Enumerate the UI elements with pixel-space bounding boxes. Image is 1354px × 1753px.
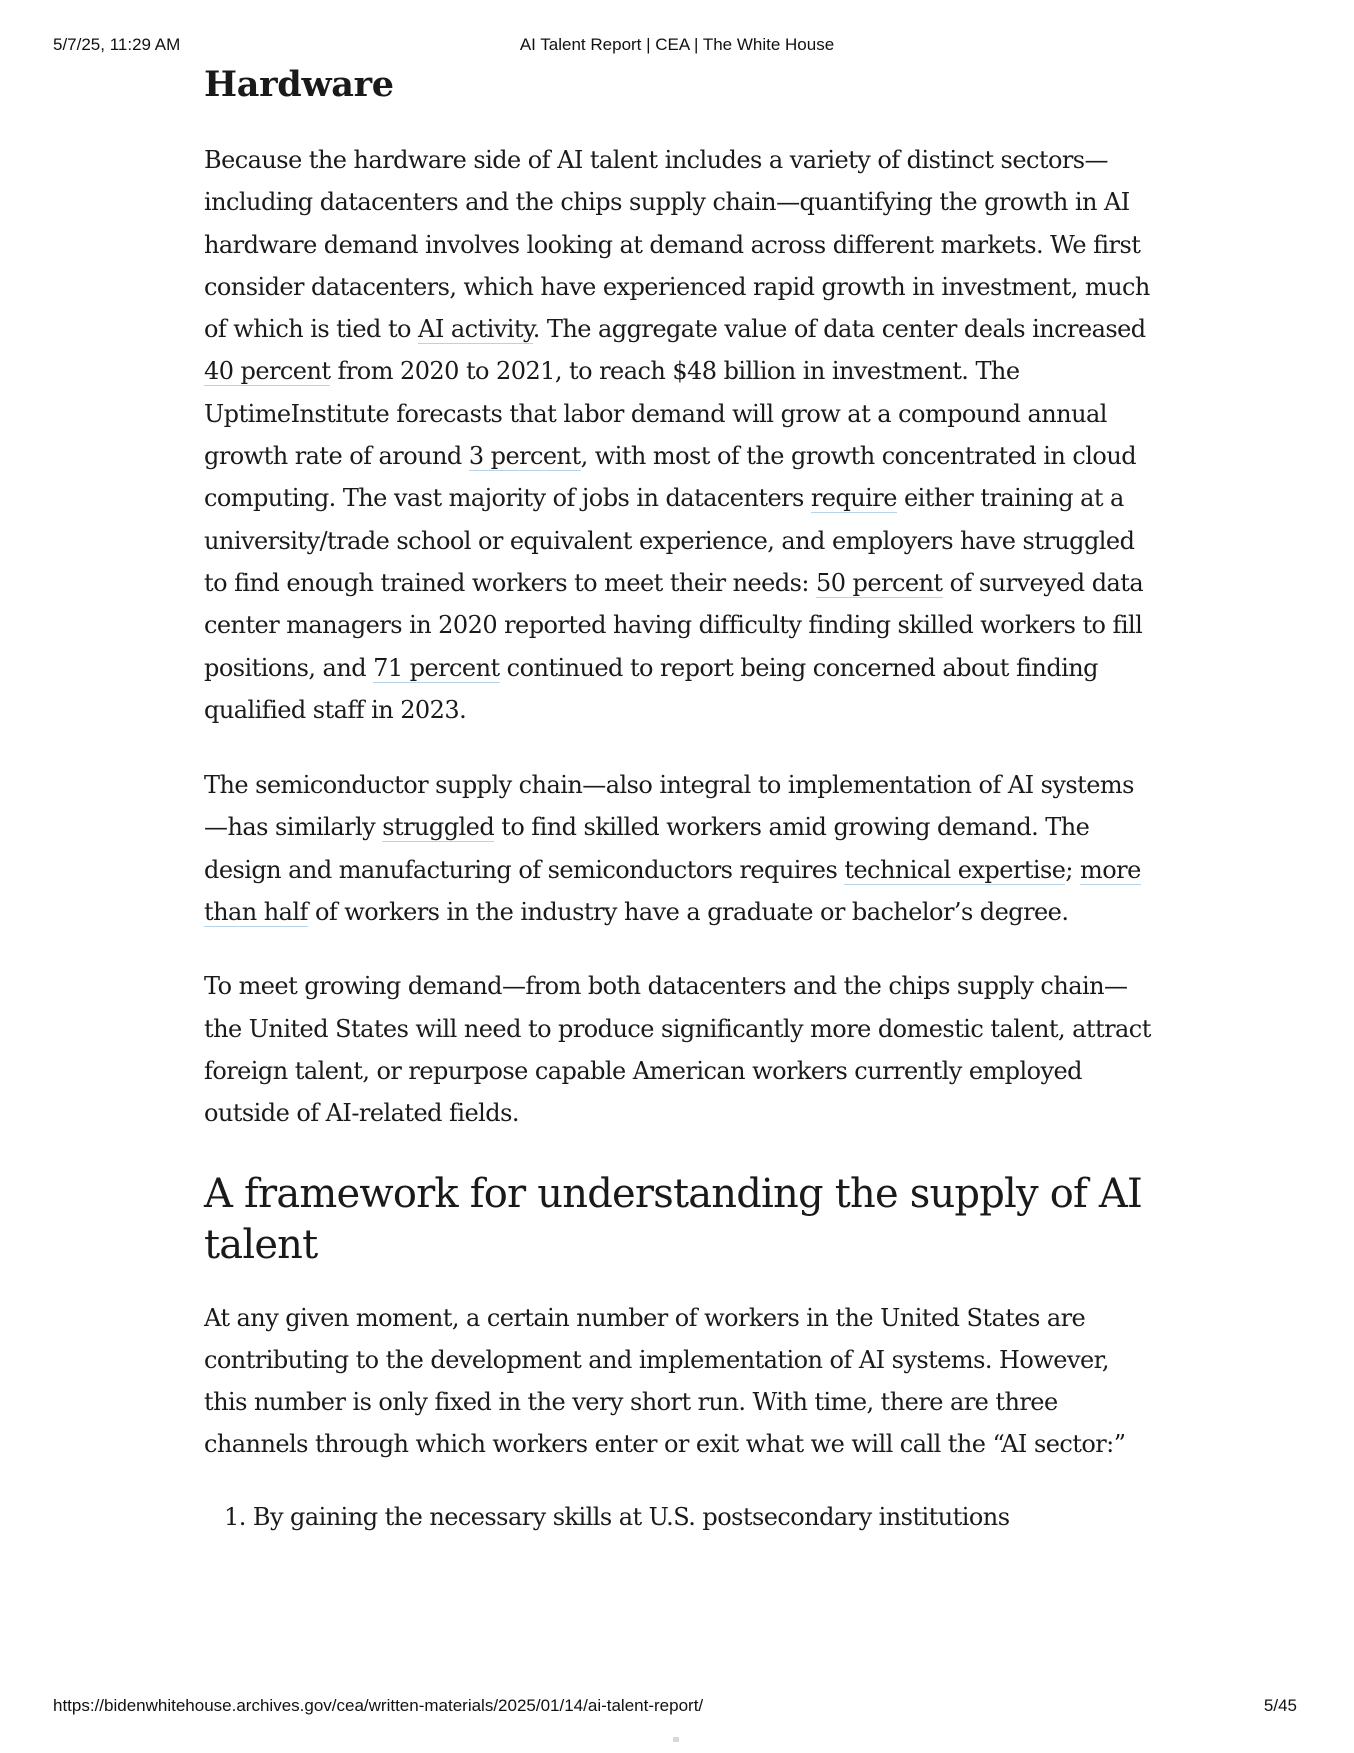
print-datetime: 5/7/25, 11:29 AM (53, 35, 181, 54)
print-page-number: 5/45 (1263, 1696, 1297, 1715)
text: from 2020 to 2021, to reach $48 billion in investment. The UptimeInstitute forecasts that labor demand will grow at a compound annual growth rate of around (204, 357, 1107, 471)
scroll-indicator (673, 1737, 679, 1742)
text: . The aggregate value of data center deals increased (532, 315, 1146, 344)
text: continued to report being concerned about finding qualified staff in 2023. (204, 653, 1098, 724)
hardware-paragraph-3: To meet growing demand—from both datacenters and the chips supply chain—the United States will need to produce significantly more domestic talent, attract foreign talent, or repurpose capable American workers currently employed outside of AI-related fields. (204, 972, 1151, 1128)
article-content (204, 60, 1154, 1538)
technical-expertise-link[interactable]: technical expertise (844, 855, 1066, 884)
text: Because the hardware side of AI talent includes a variety of distinct sectors—including datacenters and the chips supply chain—quantifying the growth in AI hardware demand involves looking at demand across different markets. We first consider datacenters, which have experienced rapid growth in investment, much of which is tied to (204, 146, 1150, 344)
hardware-paragraph-1 (204, 139, 1154, 731)
71-percent-link[interactable]: 71 percent (373, 653, 500, 682)
50-percent-link[interactable]: 50 percent (816, 568, 943, 597)
text: of workers in the industry have a graduate or bachelor’s degree. (307, 898, 1069, 927)
print-url: https://bidenwhitehouse.archives.gov/cea/written-materials/2025/01/14/ai-talent-report/ (53, 1696, 704, 1715)
framework-paragraph-1: At any given moment, a certain number of workers in the United States are contributing to the development and implementation of AI systems. However, this number is only fixed in the very short run. With time, there are three channels through which workers enter or exit what we will call the “AI sector:” (204, 1303, 1126, 1459)
text: of surveyed data center managers in 2020 reported having difficulty finding skilled workers to fill positions, and (204, 568, 1144, 682)
text: either training at a university/trade school or equivalent experience, and employers have struggled to find enough trained workers to meet their needs: (204, 484, 1135, 597)
3-percent-link[interactable]: 3 percent (468, 442, 581, 471)
more-than-half-link[interactable]: more than half (204, 855, 1141, 927)
text: , with most of the growth concentrated in cloud computing. The vast majority of jobs in datacenters (204, 442, 1137, 513)
channels-list (204, 1496, 1154, 1538)
text: ; (1065, 855, 1081, 884)
framework-heading: A framework for understanding the supply of AI talent (204, 1170, 1143, 1268)
hardware-heading: Hardware (204, 64, 394, 105)
text: to find skilled workers amid growing demand. The design and manufacturing of semiconductors requires (204, 813, 1090, 884)
40-percent-link[interactable]: 40 percent (204, 357, 331, 386)
require-link[interactable]: require (810, 484, 897, 513)
text: The semiconductor supply chain—also integral to implementation of AI systems—has similarly (204, 771, 1134, 842)
ai-activity-link[interactable]: AI activity (418, 315, 533, 344)
print-page-title: AI Talent Report | CEA | The White House (519, 35, 835, 54)
struggled-link[interactable]: struggled (382, 813, 495, 842)
hardware-paragraph-2 (204, 764, 1154, 933)
list-item: 1. By gaining the necessary skills at U.S. postsecondary institutions (224, 1502, 1010, 1531)
